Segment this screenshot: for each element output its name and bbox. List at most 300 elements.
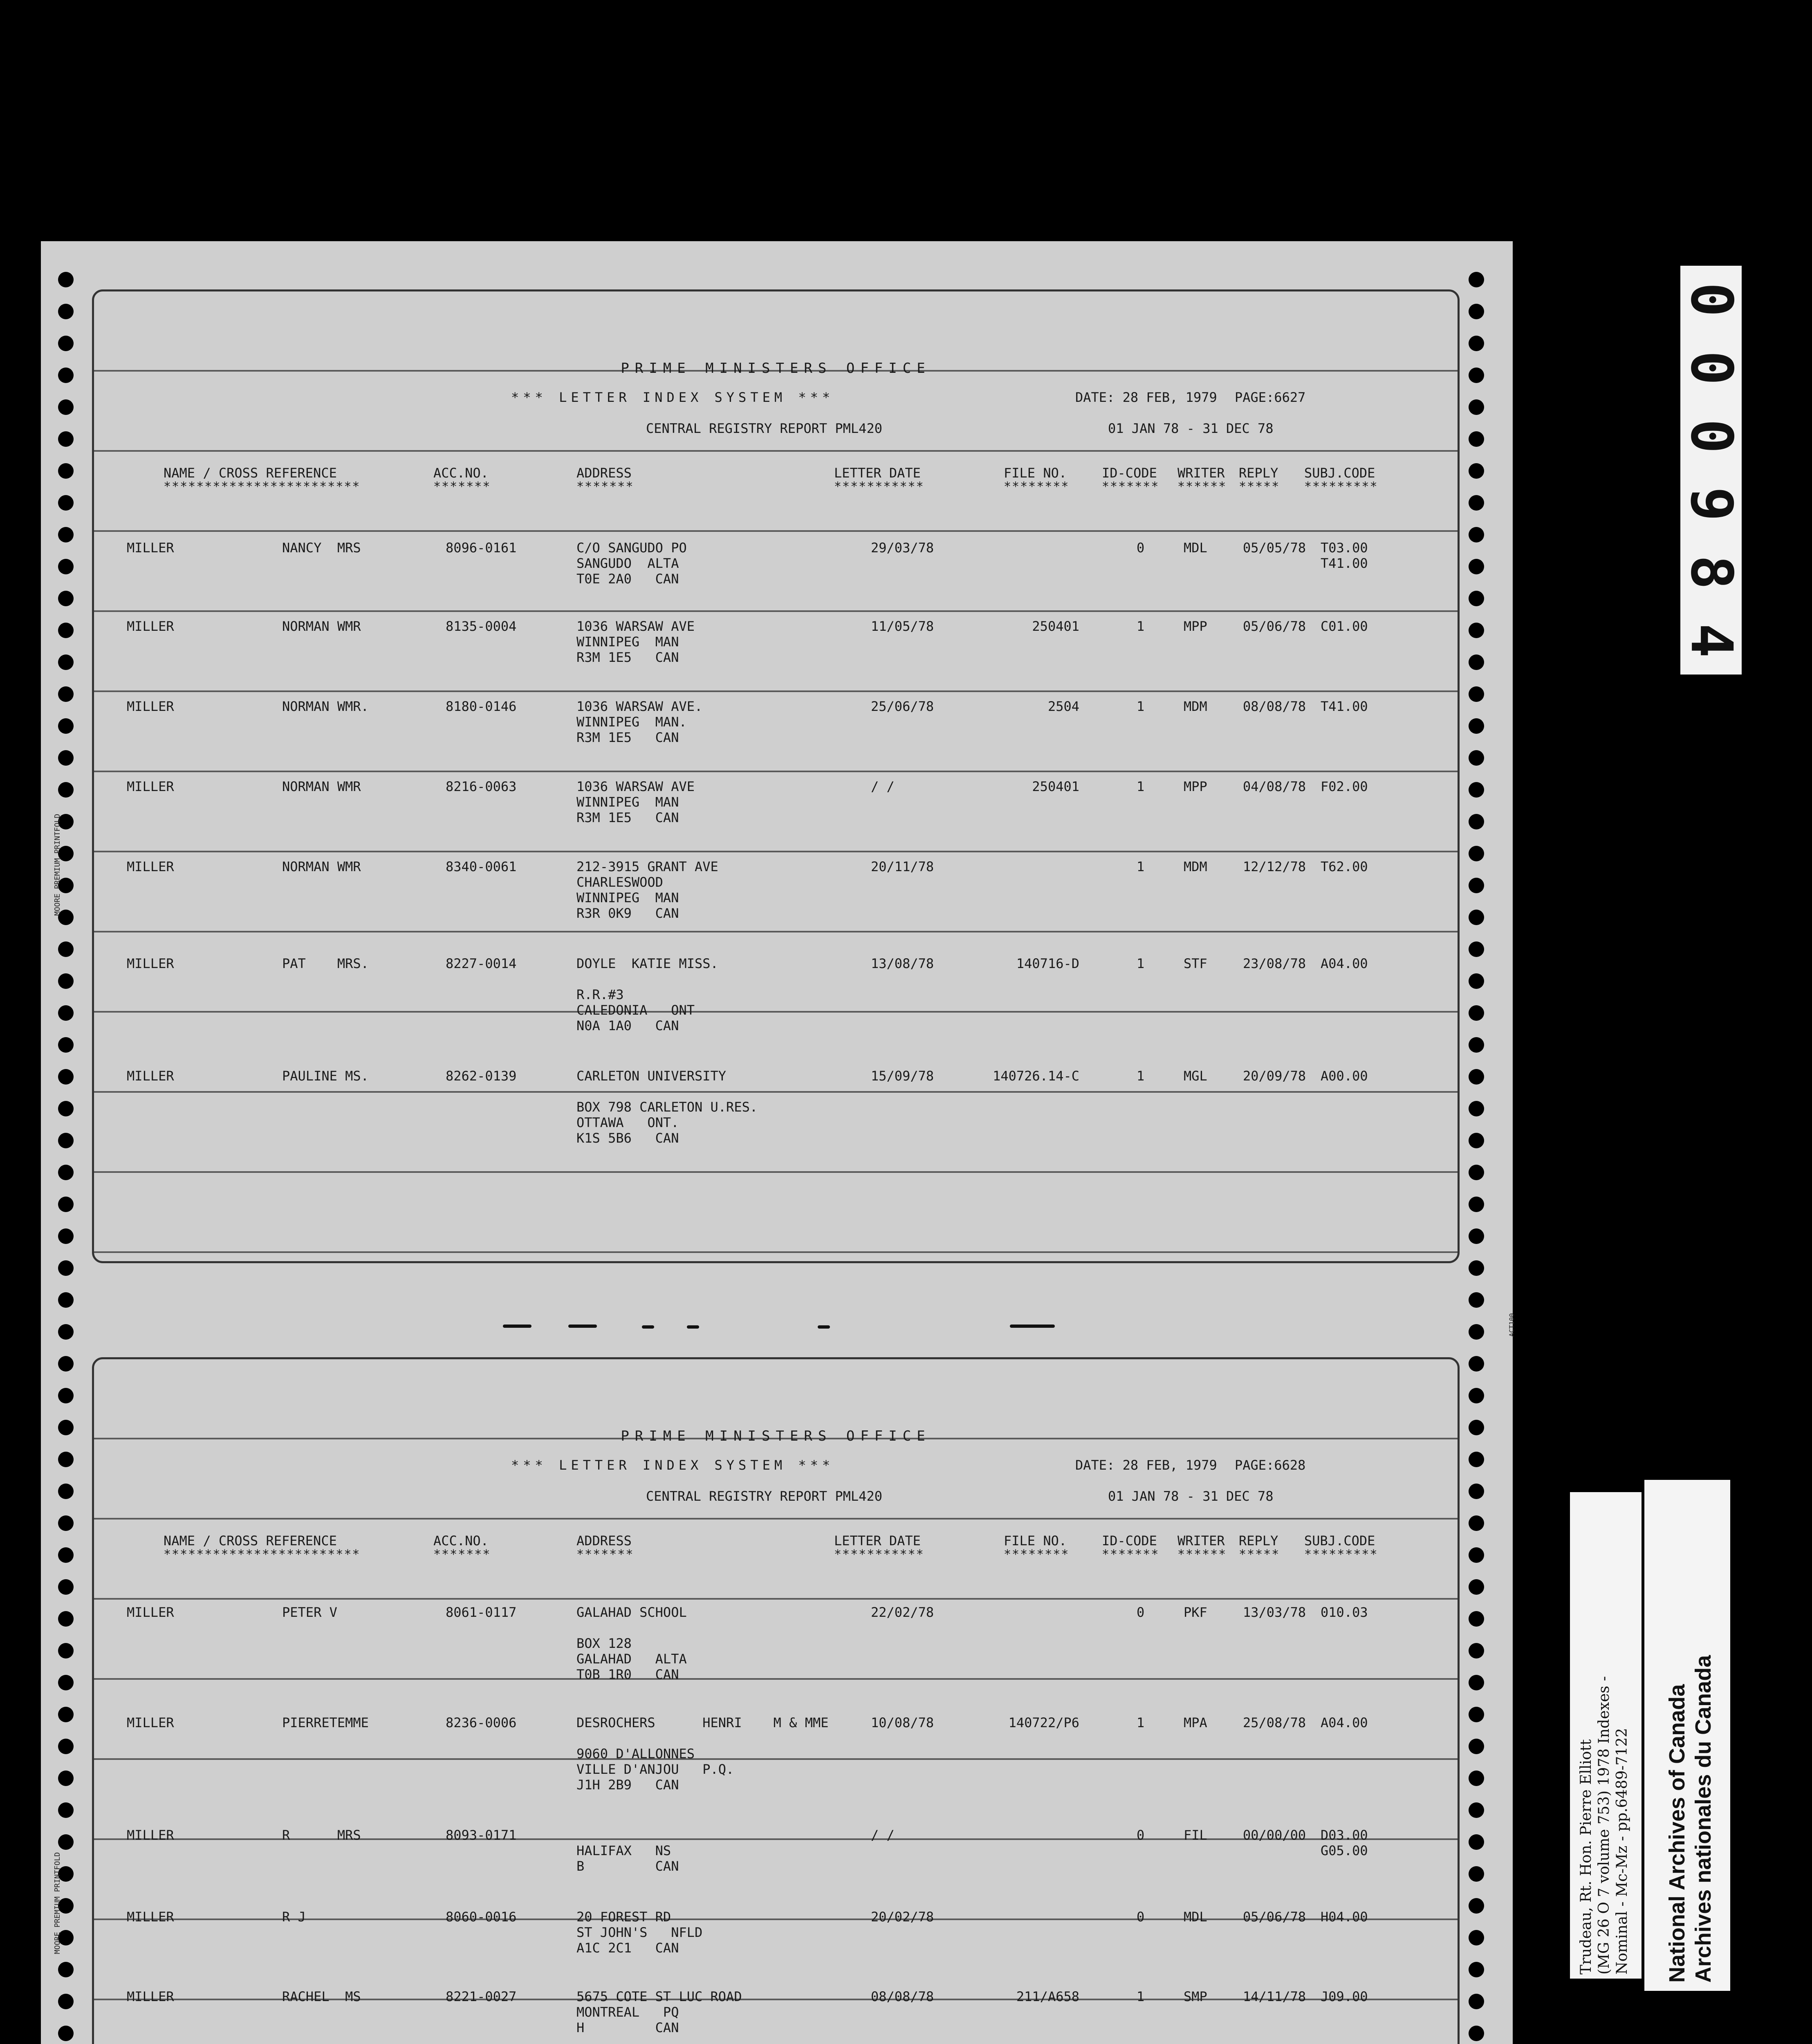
tractor-hole (58, 1452, 74, 1467)
entry-subj-code: J09.00 (1321, 1989, 1368, 2004)
tractor-hole (58, 1707, 74, 1722)
entry-given-name: PETER V (282, 1605, 337, 1620)
entry-address-line: DOYLE KATIE MISS. (576, 956, 718, 971)
entry-acc-no: 8221-0027 (446, 1989, 517, 2004)
tractor-hole (1469, 1611, 1484, 1627)
tractor-hole (1469, 718, 1484, 734)
tractor-hole (58, 431, 74, 447)
entry-writer: MDL (1184, 1909, 1207, 1925)
entry-acc-no: 8180-0146 (446, 699, 517, 714)
tractor-hole (1469, 304, 1484, 319)
tractor-hole (1469, 1356, 1484, 1372)
tractor-hole (1469, 1771, 1484, 1786)
tractor-hole (58, 1101, 74, 1116)
column-underline: ******* (1102, 480, 1159, 494)
entry-writer: PKF (1184, 1605, 1207, 1620)
tractor-hole (1469, 1037, 1484, 1053)
entry-address-line: BOX 128 (576, 1636, 632, 1651)
tractor-hole (58, 1388, 74, 1403)
entry-given-name: RACHEL MS (282, 1989, 361, 2004)
tractor-hole (1469, 1292, 1484, 1308)
entry-surname: MILLER (127, 699, 174, 714)
tractor-hole (58, 718, 74, 734)
report-page-number: PAGE:6628 (1235, 1457, 1306, 1473)
tear-mark (642, 1325, 654, 1329)
tractor-hole (58, 591, 74, 606)
entry-subj-code: 010.03 (1321, 1605, 1368, 1620)
margin-stamp: MOORE PREMIUM PRINTFOLD (53, 1852, 62, 1954)
entry-surname: MILLER (127, 1909, 174, 1925)
entry-file-no: 140726.14-C (993, 1068, 1079, 1084)
entry-address-line: R3M 1E5 CAN (576, 650, 679, 665)
margin-stamp: MOORE PREMIUM PRINTFOLD (53, 814, 62, 916)
tractor-hole (1469, 782, 1484, 798)
column-header-reply: REPLY (1239, 465, 1278, 481)
entry-id-code: 1 (1137, 1989, 1145, 2004)
entry-letter-date: 11/05/78 (871, 619, 934, 634)
archives-line-fr: Archives nationales du Canada (1691, 1655, 1716, 1983)
report-page-number: PAGE:6627 (1235, 390, 1306, 405)
entry-subj-code: A04.00 (1321, 1715, 1368, 1730)
entry-address-line: CHARLESWOOD (576, 874, 663, 890)
entry-letter-date: 29/03/78 (871, 540, 934, 556)
entry-reply-date: 20/09/78 (1243, 1068, 1306, 1084)
tractor-hole (1469, 878, 1484, 893)
entry-acc-no: 8060-0016 (446, 1909, 517, 1925)
entry-surname: MILLER (127, 1827, 174, 1843)
entry-address-line: R3R 0K9 CAN (576, 905, 679, 921)
entry-id-code: 0 (1137, 1827, 1145, 1843)
tractor-hole (58, 1675, 74, 1690)
column-underline: ************************ (164, 1547, 361, 1562)
column-underline: ******* (433, 1547, 491, 1562)
column-header-letter-date: LETTER DATE (834, 465, 921, 481)
tractor-hole (1469, 1675, 1484, 1690)
entry-address-line: 1036 WARSAW AVE (576, 779, 695, 794)
entry-file-no: 140722/P6 (1008, 1715, 1079, 1730)
reel-digit: 0 (1677, 350, 1745, 385)
entry-subj-code: F02.00 (1321, 779, 1368, 794)
citation-text (1577, 1496, 1635, 1975)
tear-mark (687, 1325, 699, 1329)
entry-reply-date: 05/05/78 (1243, 540, 1306, 556)
entry-reply-date: 00/00/00 (1243, 1827, 1306, 1843)
report-name: CENTRAL REGISTRY REPORT PML420 (646, 421, 882, 436)
tractor-hole (1469, 1420, 1484, 1435)
entry-writer: STF (1184, 956, 1207, 971)
column-header-file: FILE NO. (1004, 1533, 1067, 1549)
reel-number-strip (1677, 266, 1745, 675)
entry-address-line: 1036 WARSAW AVE (576, 619, 695, 634)
tractor-hole (58, 1547, 74, 1563)
column-header-id: ID-CODE (1102, 1533, 1157, 1549)
entry-acc-no: 8096-0161 (446, 540, 517, 556)
entry-address-line: 5675 COTE ST LUC ROAD (576, 1989, 742, 2004)
entry-given-name: R MRS (282, 1827, 361, 1843)
entry-surname: MILLER (127, 859, 174, 874)
citation-line: Nominal - Mc-Mz - pp.6489-7122 (1614, 1728, 1630, 1975)
tractor-hole (58, 1228, 74, 1244)
entry-reply-date: 08/08/78 (1243, 699, 1306, 714)
entry-given-name: NANCY MRS (282, 540, 361, 556)
entry-surname: MILLER (127, 1989, 174, 2004)
tractor-hole (58, 272, 74, 287)
tractor-hole (1469, 1515, 1484, 1531)
entry-surname: MILLER (127, 779, 174, 794)
tractor-hole (1469, 1579, 1484, 1595)
entry-surname: MILLER (127, 540, 174, 556)
tractor-hole (1469, 654, 1484, 670)
entry-reply-date: 13/03/78 (1243, 1605, 1306, 1620)
left-tractor-holes (49, 241, 74, 2044)
column-header-file: FILE NO. (1004, 465, 1067, 481)
entry-writer: MDM (1184, 859, 1207, 874)
tractor-hole (58, 1069, 74, 1085)
entry-address-line: R3M 1E5 CAN (576, 730, 679, 745)
report-range: 01 JAN 78 - 31 DEC 78 (1108, 1488, 1274, 1504)
tractor-hole (1469, 368, 1484, 383)
entry-letter-date: 15/09/78 (871, 1068, 934, 1084)
entry-reply-date: 14/11/78 (1243, 1989, 1306, 2004)
entry-id-code: 1 (1137, 619, 1145, 634)
tractor-hole (58, 1356, 74, 1372)
column-underline: *********** (834, 480, 924, 494)
entry-given-name: PAULINE MS. (282, 1068, 369, 1084)
entry-writer: MPP (1184, 619, 1207, 634)
entry-address-line: OTTAWA ONT. (576, 1115, 679, 1130)
column-underline: ************************ (164, 480, 361, 494)
column-underline: ******** (1004, 1547, 1070, 1562)
tear-mark (568, 1325, 597, 1328)
tractor-hole (1469, 1197, 1484, 1212)
entry-letter-date: / / (871, 1827, 895, 1843)
tractor-hole (1469, 623, 1484, 638)
entry-reply-date: 25/08/78 (1243, 1715, 1306, 1730)
tractor-hole (58, 2026, 74, 2041)
entry-address-line: R.R.#3 (576, 987, 624, 1002)
tractor-hole (58, 336, 74, 351)
printout-sheet (41, 241, 1516, 2044)
tractor-hole (1469, 1324, 1484, 1340)
column-header-address: ADDRESS (576, 465, 632, 481)
tractor-hole (58, 1994, 74, 2009)
entry-address-line: K1S 5B6 CAN (576, 1130, 679, 1146)
tractor-hole (1469, 336, 1484, 351)
entry-file-no: 211/A658 (1016, 1989, 1079, 2004)
tractor-hole (1469, 1994, 1484, 2009)
column-header-name: NAME / CROSS REFERENCE (164, 1533, 337, 1549)
column-header-letter-date: LETTER DATE (834, 1533, 921, 1549)
entry-subj-code: D03.00 (1321, 1827, 1368, 1843)
entry-reply-date: 12/12/78 (1243, 859, 1306, 874)
entry-address-line: 20 FOREST RD (576, 1909, 671, 1925)
entry-acc-no: 8093-0171 (446, 1827, 517, 1843)
tractor-hole (1469, 814, 1484, 829)
column-underline: ********* (1304, 1547, 1378, 1562)
entry-subj-code: A00.00 (1321, 1068, 1368, 1084)
reel-digit: 0 (1677, 282, 1745, 317)
archives-line-en: National Archives of Canada (1665, 1684, 1689, 1983)
entry-writer: MDL (1184, 540, 1207, 556)
tractor-hole (58, 1005, 74, 1021)
tractor-hole (1469, 1133, 1484, 1148)
entry-address-line: A1C 2C1 CAN (576, 1940, 679, 1956)
column-header-id: ID-CODE (1102, 465, 1157, 481)
tractor-hole (58, 1197, 74, 1212)
entry-reply-date: 05/06/78 (1243, 619, 1306, 634)
entry-surname: MILLER (127, 956, 174, 971)
entry-subj-code: H04.00 (1321, 1909, 1368, 1925)
column-underline: *********** (834, 1547, 924, 1562)
tractor-hole (58, 686, 74, 702)
column-header-subj: SUBJ.CODE (1304, 465, 1375, 481)
tractor-hole (1469, 1739, 1484, 1754)
entry-address-line: SANGUDO ALTA (576, 556, 679, 571)
tractor-hole (58, 368, 74, 383)
entry-letter-date: 20/11/78 (871, 859, 934, 874)
entry-file-no: 250401 (1032, 779, 1079, 794)
entry-address-line: 9060 D'ALLONNES (576, 1746, 695, 1762)
column-header-address: ADDRESS (576, 1533, 632, 1549)
entry-surname: MILLER (127, 1715, 174, 1730)
tractor-hole (58, 1260, 74, 1276)
entry-address-line: R3M 1E5 CAN (576, 810, 679, 825)
tractor-hole (1469, 910, 1484, 925)
entry-given-name: PAT MRS. (282, 956, 369, 971)
entry-subj-code: T03.00 (1321, 540, 1368, 556)
column-underline: ********* (1304, 480, 1378, 494)
tractor-hole (1469, 1260, 1484, 1276)
office-title: PRIME MINISTERS OFFICE (621, 1428, 931, 1444)
tractor-hole (1469, 1388, 1484, 1403)
tractor-hole (58, 1037, 74, 1053)
entry-address-line: CALEDONIA ONT (576, 1002, 695, 1018)
column-underline: ******** (1004, 480, 1070, 494)
column-underline: ****** (1177, 480, 1227, 494)
entry-letter-date: 08/08/78 (871, 1989, 934, 2004)
tractor-hole (1469, 1547, 1484, 1563)
tractor-hole (1469, 846, 1484, 861)
tractor-hole (1469, 1834, 1484, 1850)
entry-acc-no: 8216-0063 (446, 779, 517, 794)
tractor-hole (1469, 1452, 1484, 1467)
report-name: CENTRAL REGISTRY REPORT PML420 (646, 1488, 882, 1504)
reel-digit: 8 (1677, 555, 1745, 590)
tractor-hole (1469, 1866, 1484, 1882)
entry-address-line: GALAHAD ALTA (576, 1651, 687, 1667)
entry-given-name: PIERRETEMME (282, 1715, 369, 1730)
entry-id-code: 1 (1137, 1715, 1145, 1730)
entry-id-code: 1 (1137, 859, 1145, 874)
tractor-hole (58, 463, 74, 479)
entry-writer: FIL (1184, 1827, 1207, 1843)
entry-file-no: 140716-D (1016, 956, 1079, 971)
report-date: DATE: 28 FEB, 1979 (1075, 390, 1217, 405)
tractor-hole (1469, 559, 1484, 574)
citation-line: Trudeau, Rt. Hon. Pierre Elliott (1578, 1739, 1594, 1975)
entry-writer: MPA (1184, 1715, 1207, 1730)
report-range: 01 JAN 78 - 31 DEC 78 (1108, 421, 1274, 436)
entry-given-name: NORMAN WMR (282, 859, 361, 874)
report-page-6627 (92, 289, 1460, 1263)
entry-address-line: WINNIPEG MAN (576, 890, 679, 905)
tractor-hole (1469, 399, 1484, 415)
column-underline: ****** (1177, 1547, 1227, 1562)
entry-given-name: R J (282, 1909, 306, 1925)
column-underline: ******* (576, 1547, 634, 1562)
entry-writer: MPP (1184, 779, 1207, 794)
tear-mark (1010, 1325, 1055, 1328)
tractor-hole (58, 941, 74, 957)
entry-subj-code: T62.00 (1321, 859, 1368, 874)
entry-acc-no: 8135-0004 (446, 619, 517, 634)
entry-address-line: ST JOHN'S NFLD (576, 1925, 703, 1940)
entry-given-name: NORMAN WMR (282, 779, 361, 794)
tractor-hole (58, 1324, 74, 1340)
entry-acc-no: 8236-0006 (446, 1715, 517, 1730)
entry-given-name: NORMAN WMR. (282, 699, 369, 714)
entry-file-no: 250401 (1032, 619, 1079, 634)
column-header-writer: WRITER (1177, 1533, 1225, 1549)
entry-letter-date: 13/08/78 (871, 956, 934, 971)
tractor-hole (1469, 1898, 1484, 1914)
tractor-hole (1469, 463, 1484, 479)
column-header-subj: SUBJ.CODE (1304, 1533, 1375, 1549)
entry-address-line: DESROCHERS HENRI M & MME (576, 1715, 829, 1730)
tractor-hole (1469, 495, 1484, 511)
entry-writer: MDM (1184, 699, 1207, 714)
entry-id-code: 0 (1137, 1909, 1145, 1925)
entry-subj-code: C01.00 (1321, 619, 1368, 634)
entry-address-line: BOX 798 CARLETON U.RES. (576, 1099, 758, 1115)
entry-letter-date: 25/06/78 (871, 699, 934, 714)
entry-address-line: 212-3915 GRANT AVE (576, 859, 718, 874)
entry-address-line: C/O SANGUDO PO (576, 540, 687, 556)
tractor-hole (1469, 1228, 1484, 1244)
entry-reply-date: 23/08/78 (1243, 956, 1306, 971)
entry-address-line: VILLE D'ANJOU P.Q. (576, 1762, 734, 1777)
system-title: *** LETTER INDEX SYSTEM *** (511, 390, 834, 405)
entry-writer: SMP (1184, 1989, 1207, 2004)
entry-subj-code: G05.00 (1321, 1843, 1368, 1858)
entry-address-line: T0E 2A0 CAN (576, 571, 679, 587)
reel-digit: 4 (1677, 623, 1745, 658)
reel-digit: 0 (1677, 419, 1745, 453)
column-underline: ***** (1239, 480, 1280, 494)
column-underline: ******* (576, 480, 634, 494)
column-header-reply: REPLY (1239, 1533, 1278, 1549)
entry-id-code: 0 (1137, 540, 1145, 556)
entry-address-line: T0B 1R0 CAN (576, 1667, 679, 1682)
entry-address-line: GALAHAD SCHOOL (576, 1605, 687, 1620)
tractor-hole (1469, 1069, 1484, 1085)
tractor-hole (1469, 1643, 1484, 1659)
report-date: DATE: 28 FEB, 1979 (1075, 1457, 1217, 1473)
entry-address-line: WINNIPEG MAN. (576, 714, 687, 730)
entry-subj-code: A04.00 (1321, 956, 1368, 971)
tractor-hole (1469, 1962, 1484, 1977)
tear-mark (503, 1325, 531, 1328)
column-underline: ******* (1102, 1547, 1159, 1562)
tractor-hole (58, 1962, 74, 1977)
column-header-name: NAME / CROSS REFERENCE (164, 465, 337, 481)
margin-stamp: ACT100 (1508, 1313, 1516, 1337)
tractor-hole (58, 1420, 74, 1435)
tractor-hole (58, 973, 74, 989)
tractor-hole (58, 527, 74, 542)
right-tractor-holes (1460, 241, 1484, 2044)
tractor-hole (58, 1611, 74, 1627)
report-page-6628 (92, 1357, 1460, 2044)
tractor-hole (1469, 431, 1484, 447)
entry-acc-no: 8262-0139 (446, 1068, 517, 1084)
entry-address-line: WINNIPEG MAN (576, 634, 679, 650)
entry-id-code: 0 (1137, 1605, 1145, 1620)
entry-id-code: 1 (1137, 699, 1145, 714)
tractor-hole (58, 399, 74, 415)
column-header-writer: WRITER (1177, 465, 1225, 481)
tractor-hole (1469, 1802, 1484, 1818)
entry-given-name: NORMAN WMR (282, 619, 361, 634)
tractor-hole (1469, 1484, 1484, 1499)
tractor-hole (58, 495, 74, 511)
tractor-hole (58, 1739, 74, 1754)
entry-address-line: H CAN (576, 2020, 679, 2035)
entry-acc-no: 8227-0014 (446, 956, 517, 971)
tear-mark (818, 1325, 830, 1329)
tractor-hole (58, 1643, 74, 1659)
entry-surname: MILLER (127, 1068, 174, 1084)
tractor-hole (58, 1579, 74, 1595)
tractor-hole (58, 654, 74, 670)
tractor-hole (58, 1165, 74, 1180)
tractor-hole (58, 1484, 74, 1499)
tractor-hole (1469, 1005, 1484, 1021)
entry-acc-no: 8340-0061 (446, 859, 517, 874)
tractor-hole (58, 1133, 74, 1148)
tractor-hole (1469, 750, 1484, 766)
entry-id-code: 1 (1137, 956, 1145, 971)
entry-subj-code: T41.00 (1321, 556, 1368, 571)
entry-acc-no: 8061-0117 (446, 1605, 517, 1620)
column-underline: ***** (1239, 1547, 1280, 1562)
entry-surname: MILLER (127, 619, 174, 634)
tractor-hole (1469, 1707, 1484, 1722)
entry-address-line: B CAN (576, 1858, 679, 1874)
entry-address-line: CARLETON UNIVERSITY (576, 1068, 727, 1084)
entry-address-line: WINNIPEG MAN (576, 794, 679, 810)
entry-reply-date: 04/08/78 (1243, 779, 1306, 794)
entry-address-line: HALIFAX NS (576, 1843, 671, 1858)
entry-address-line: 1036 WARSAW AVE. (576, 699, 703, 714)
tractor-hole (58, 304, 74, 319)
tractor-hole (1469, 973, 1484, 989)
entry-reply-date: 05/06/78 (1243, 1909, 1306, 1925)
entry-writer: MGL (1184, 1068, 1207, 1084)
column-underline: ******* (433, 480, 491, 494)
reel-digit: 9 (1677, 487, 1745, 522)
column-header-acc: ACC.NO. (433, 465, 489, 481)
tractor-hole (58, 559, 74, 574)
entry-letter-date: 10/08/78 (871, 1715, 934, 1730)
office-title: PRIME MINISTERS OFFICE (621, 360, 931, 377)
entry-file-no: 2504 (1047, 699, 1079, 714)
tractor-hole (58, 623, 74, 638)
tractor-hole (1469, 2026, 1484, 2041)
tractor-hole (1469, 686, 1484, 702)
entry-id-code: 1 (1137, 1068, 1145, 1084)
system-title: *** LETTER INDEX SYSTEM *** (511, 1457, 834, 1473)
